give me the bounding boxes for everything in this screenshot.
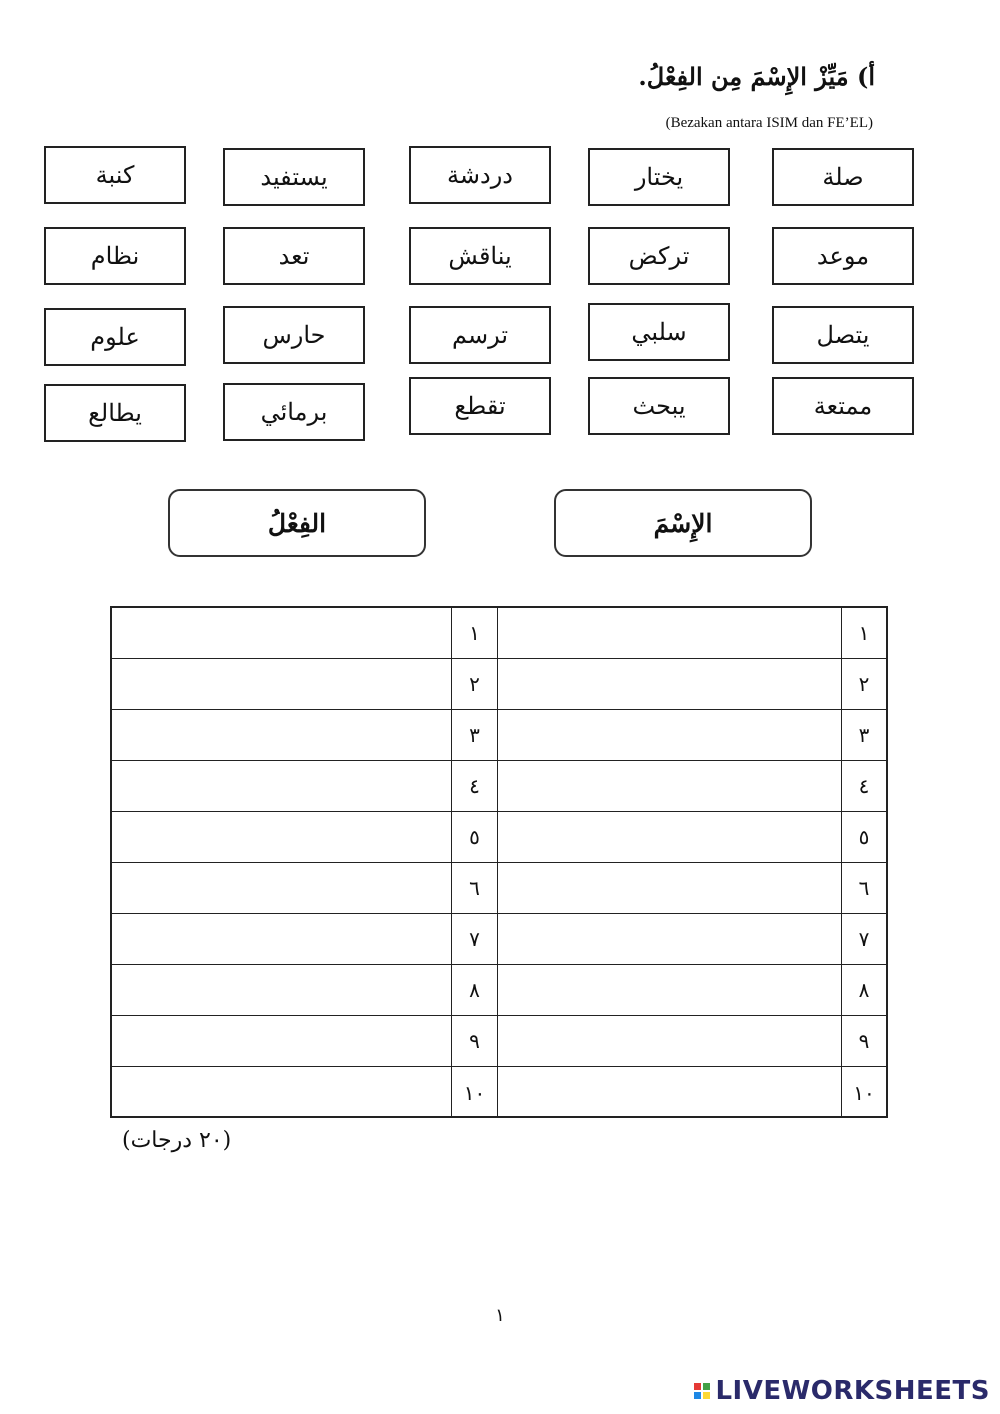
word-card[interactable]: ترسم [409, 306, 551, 364]
table-row [112, 863, 886, 914]
table-row [112, 608, 886, 659]
fiil-answer-slot[interactable] [112, 710, 452, 760]
fiil-row-number: ٣ [452, 710, 498, 760]
logo-icon [694, 1383, 710, 1399]
ism-row-number: ١٠ [853, 1080, 875, 1105]
word-card[interactable]: ممتعة [772, 377, 914, 435]
fiil-answer-slot[interactable] [112, 965, 452, 1015]
word-card[interactable]: تعد [223, 227, 365, 285]
fiil-answer-slot[interactable] [112, 812, 452, 862]
ism-row-number: ٤ [858, 774, 870, 798]
answer-table [110, 606, 888, 1118]
word-card[interactable]: كنبة [44, 146, 186, 204]
ism-answer-slot[interactable] [498, 1016, 842, 1066]
fiil-row-number: ٧ [452, 914, 498, 964]
fiil-row-number: ٢ [452, 659, 498, 709]
fiil-answer-slot[interactable] [112, 659, 452, 709]
fiil-answer-slot[interactable] [112, 863, 452, 913]
fiil-answer-slot[interactable] [112, 1067, 452, 1118]
ism-answer-slot[interactable] [498, 710, 842, 760]
ism-answer-slot[interactable] [498, 761, 842, 811]
fiil-row-number: ٦ [452, 863, 498, 913]
word-card[interactable]: يستفيد [223, 148, 365, 206]
ism-row-number: ٧ [858, 927, 870, 951]
fiil-row-number: ١ [452, 608, 498, 658]
brand-name: LIVEWORKSHEETS [715, 1376, 990, 1406]
word-card[interactable]: يختار [588, 148, 730, 206]
ism-row-number: ٣ [858, 723, 870, 747]
ism-answer-slot[interactable] [498, 914, 842, 964]
logo-square [694, 1383, 701, 1390]
ism-row-number: ١ [858, 621, 870, 645]
word-card[interactable]: صلة [772, 148, 914, 206]
word-card[interactable]: تقطع [409, 377, 551, 435]
table-row [112, 761, 886, 812]
word-card[interactable]: حارس [223, 306, 365, 364]
fiil-row-number: ١٠ [452, 1067, 498, 1118]
ism-answer-slot[interactable] [498, 608, 842, 658]
fiil-answer-slot[interactable] [112, 914, 452, 964]
word-card[interactable]: تركض [588, 227, 730, 285]
table-row [112, 965, 886, 1016]
word-card[interactable]: يطالع [44, 384, 186, 442]
ism-row-number: ٢ [858, 672, 870, 696]
logo-square [694, 1392, 701, 1399]
table-row [112, 659, 886, 710]
logo-square [703, 1383, 710, 1390]
category-ism-header: الإِسْمَ [554, 489, 812, 557]
ism-answer-slot[interactable] [498, 1067, 842, 1118]
ism-row-number: ٥ [858, 825, 870, 849]
ism-row-number: ٩ [858, 1029, 870, 1053]
fiil-answer-slot[interactable] [112, 608, 452, 658]
word-card[interactable]: علوم [44, 308, 186, 366]
table-row [112, 1016, 886, 1067]
table-row [112, 1067, 886, 1118]
fiil-row-number: ٤ [452, 761, 498, 811]
category-fiil-header: الفِعْلُ [168, 489, 426, 557]
table-row [112, 710, 886, 761]
exercise-subheading: (Bezakan antara ISIM dan FE’EL) [665, 115, 873, 131]
ism-answer-slot[interactable] [498, 812, 842, 862]
word-card[interactable]: نظام [44, 227, 186, 285]
ism-row-number: ٦ [858, 876, 870, 900]
liveworksheets-logo [694, 1376, 990, 1406]
logo-square [703, 1392, 710, 1399]
fiil-row-number: ٩ [452, 1016, 498, 1066]
ism-answer-slot[interactable] [498, 659, 842, 709]
fiil-answer-slot[interactable] [112, 761, 452, 811]
table-row [112, 914, 886, 965]
ism-answer-slot[interactable] [498, 863, 842, 913]
page-number: ١ [495, 1305, 505, 1326]
points-note: (٢٠ درجات) [122, 1128, 232, 1153]
word-card[interactable]: دردشة [409, 146, 551, 204]
table-row [112, 812, 886, 863]
word-card[interactable]: موعد [772, 227, 914, 285]
word-card[interactable]: يبحث [588, 377, 730, 435]
word-card[interactable]: يتصل [772, 306, 914, 364]
exercise-heading: أ) مَيِّزْ الإِسْمَ مِن الفِعْلُ. [638, 62, 875, 91]
word-card[interactable]: برمائي [223, 383, 365, 441]
word-card[interactable]: سلبي [588, 303, 730, 361]
ism-row-number: ٨ [858, 978, 870, 1002]
word-card[interactable]: يناقش [409, 227, 551, 285]
fiil-row-number: ٥ [452, 812, 498, 862]
ism-answer-slot[interactable] [498, 965, 842, 1015]
fiil-answer-slot[interactable] [112, 1016, 452, 1066]
fiil-row-number: ٨ [452, 965, 498, 1015]
